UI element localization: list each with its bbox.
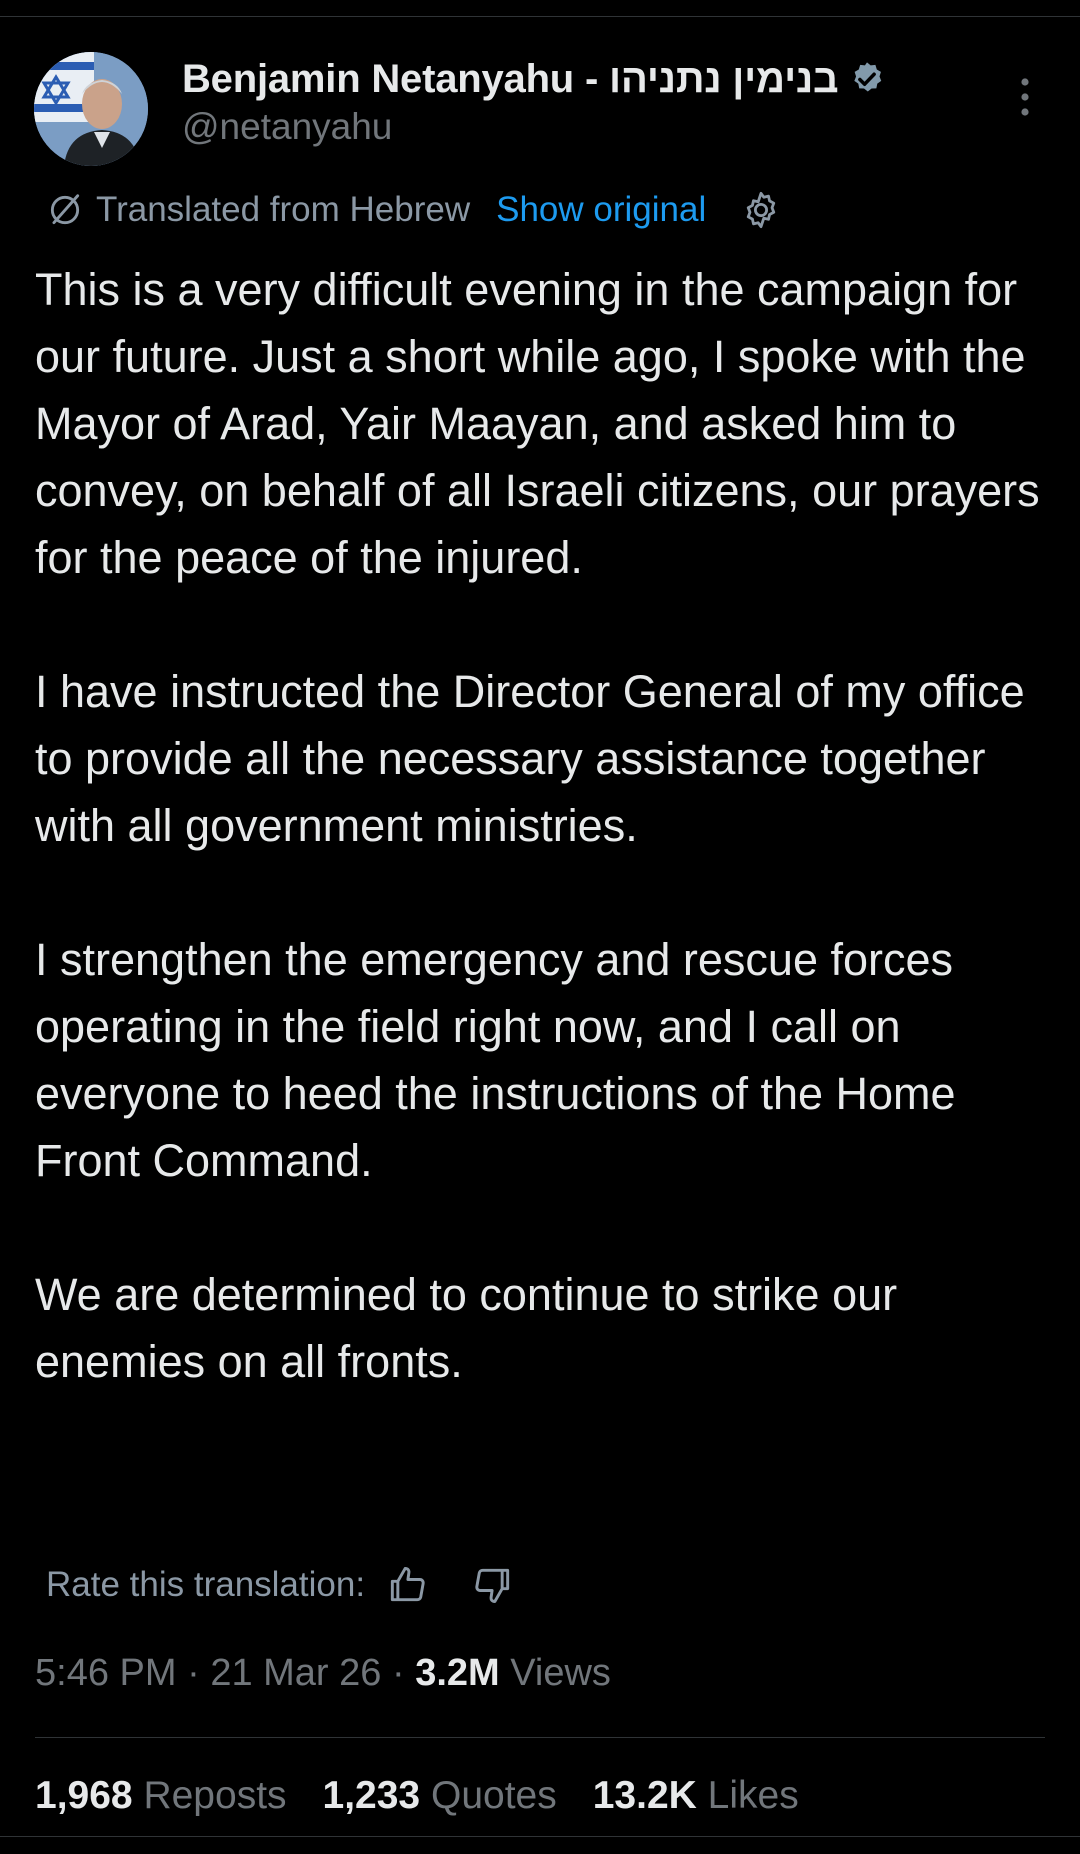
reposts-count: 1,968 (35, 1774, 133, 1817)
reposts-stat[interactable] (35, 1774, 287, 1818)
views-label: Views (510, 1652, 611, 1694)
avatar[interactable] (34, 52, 148, 166)
translated-from-label: Translated from Hebrew (96, 190, 471, 229)
bottom-divider (0, 1836, 1080, 1837)
author-handle[interactable]: @netanyahu (182, 106, 393, 147)
post-date[interactable]: 21 Mar 26 (210, 1652, 382, 1694)
translate-icon (46, 191, 84, 229)
gear-icon[interactable] (740, 189, 782, 231)
likes-label: Likes (707, 1774, 799, 1817)
post-paragraph: I strengthen the emergency and rescue forces operating in the field right now, and I call on everyone to heed the instructions of the Home Front Command. (35, 934, 956, 1186)
top-divider (0, 16, 1080, 17)
author-name[interactable]: Benjamin Netanyahu - בנימין נתניהו (182, 56, 839, 101)
engagement-stats (35, 1774, 835, 1818)
post-time[interactable]: 5:46 PM (35, 1652, 177, 1694)
more-options-icon[interactable] (1010, 72, 1040, 122)
views-label-spacer (500, 1652, 511, 1694)
likes-count: 13.2K (592, 1774, 697, 1817)
quotes-stat[interactable] (323, 1774, 557, 1818)
quotes-count: 1,233 (322, 1774, 421, 1817)
meta-separator: · (381, 1652, 416, 1694)
verified-badge-icon (848, 60, 886, 98)
quotes-label: Quotes (430, 1774, 557, 1817)
avatar-image (34, 52, 148, 166)
stats-divider (35, 1737, 1045, 1738)
thumbs-down-icon[interactable] (471, 1563, 515, 1607)
post-meta (35, 1652, 611, 1695)
meta-separator: · (176, 1652, 211, 1694)
post-paragraph: I have instructed the Director General of my office to provide all the necessary assistance together with all government ministries. (35, 666, 1025, 851)
reposts-label: Reposts (143, 1774, 287, 1817)
show-original-link[interactable]: Show original (496, 190, 707, 229)
thumbs-up-icon[interactable] (385, 1563, 429, 1607)
rate-translation-label: Rate this translation: (46, 1565, 366, 1604)
rate-translation-bar (46, 1560, 515, 1610)
post-paragraph: We are determined to continue to strike our enemies on all fronts. (35, 1269, 898, 1387)
post-paragraph: This is a very difficult evening in the campaign for our future. Just a short while ago, I spoke with the Mayor of Arad, Yair Maayan, and asked him to convey, on behalf of all Israeli citizens, our prayers for the peace of the injured. (35, 264, 1040, 583)
likes-stat[interactable] (593, 1774, 799, 1818)
post-text (35, 256, 1055, 1395)
translation-bar (46, 186, 782, 234)
views-count: 3.2M (415, 1652, 500, 1694)
author-name-row[interactable] (182, 54, 886, 104)
